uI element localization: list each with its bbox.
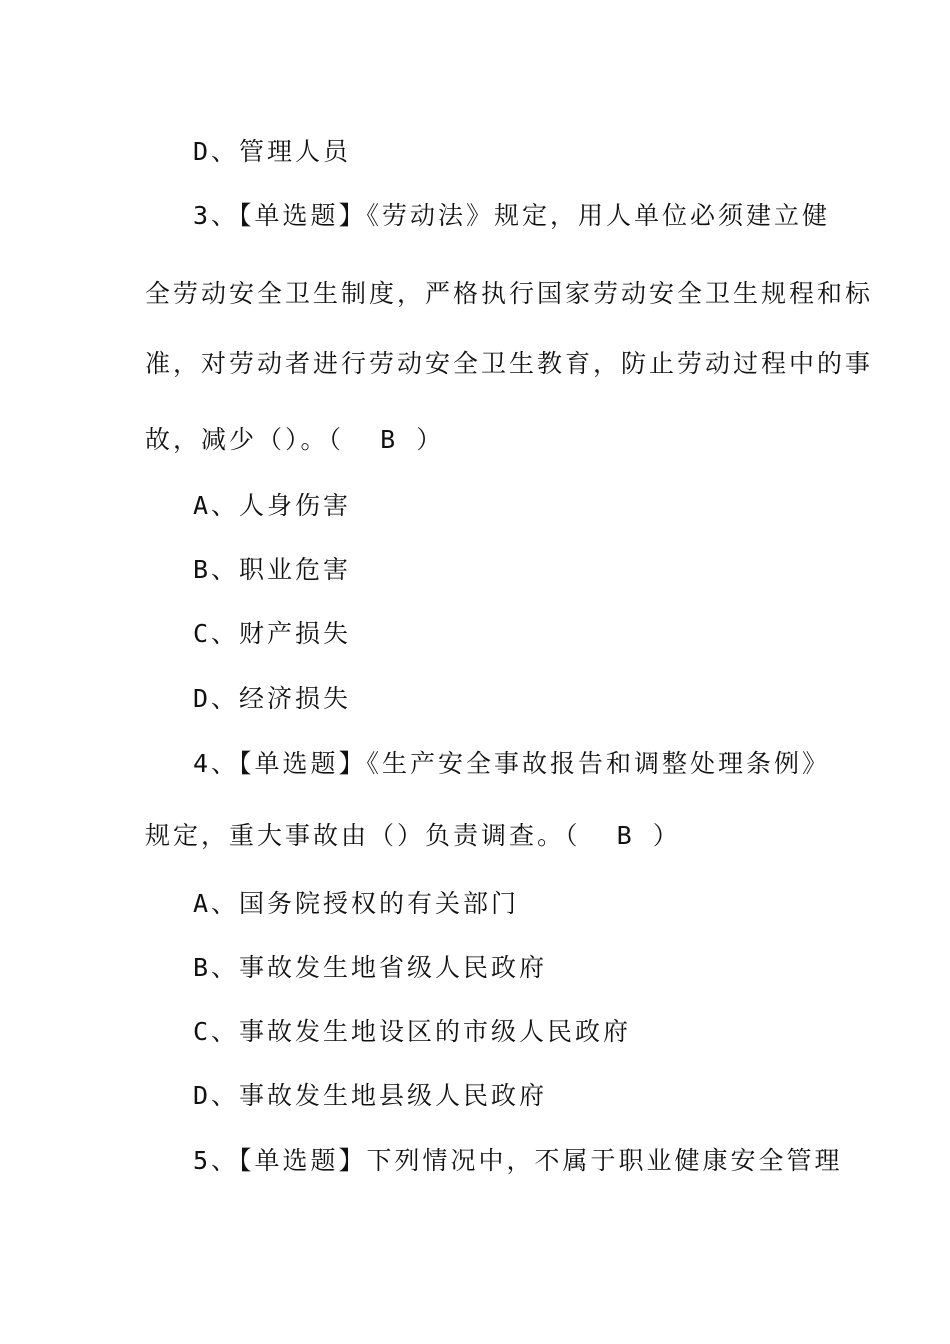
option-a-q4: A、国务院授权的有关部门 xyxy=(193,889,520,918)
option-d-q4: D、事故发生地县级人民政府 xyxy=(193,1081,548,1110)
question-4-line-2: 规定，重大事故由（）负责调查。（ B ） xyxy=(145,821,681,850)
question-3-line-1: 3、【单选题】《劳动法》规定，用人单位必须建立健 xyxy=(193,201,831,230)
option-c-q3: C、财产损失 xyxy=(193,619,352,648)
question-4-line-1: 4、【单选题】《生产安全事故报告和调整处理条例》 xyxy=(193,749,831,778)
option-b-q4: B、事故发生地省级人民政府 xyxy=(193,953,548,982)
option-b-q3: B、职业危害 xyxy=(193,555,352,584)
option-a-q3: A、人身伤害 xyxy=(193,491,352,520)
option-d-q3: D、经济损失 xyxy=(193,684,352,713)
question-3-line-4: 故，减少（）。（ B ） xyxy=(145,425,445,454)
option-d-q2: D、管理人员 xyxy=(193,137,352,166)
question-5-line-1: 5、【单选题】下列情况中，不属于职业健康安全管理 xyxy=(193,1146,843,1175)
question-3-line-2: 全劳动安全卫生制度，严格执行国家劳动安全卫生规程和标 xyxy=(145,279,874,308)
option-c-q4: C、事故发生地设区的市级人民政府 xyxy=(193,1017,632,1046)
question-3-line-3: 准，对劳动者进行劳动安全卫生教育，防止劳动过程中的事 xyxy=(145,349,874,378)
